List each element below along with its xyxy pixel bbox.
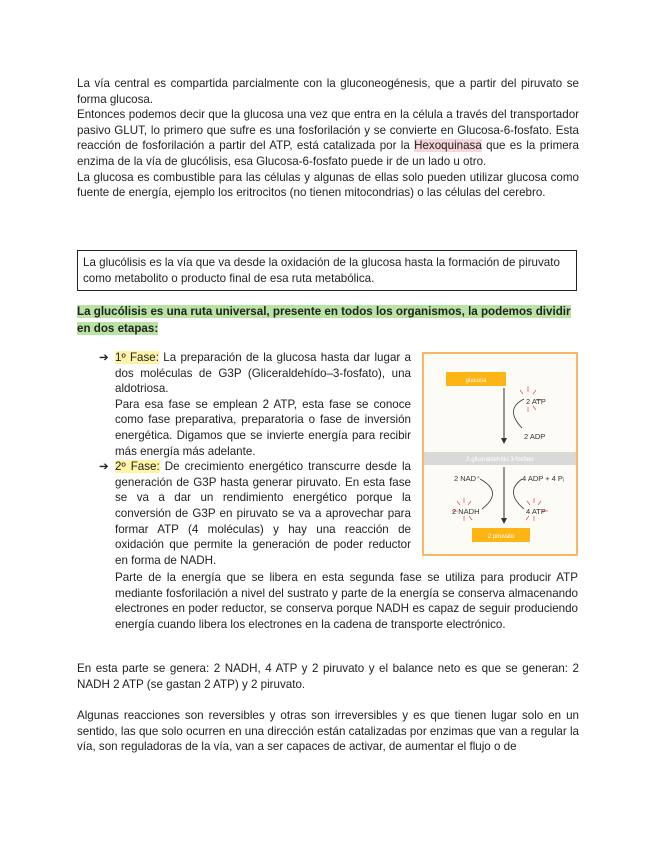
g3p-label: 2 gliceraldehído 3-fosfato xyxy=(466,457,534,463)
highlight-hexoquinasa: Hexoquinasa xyxy=(414,139,482,153)
phase-2-text: De crecimiento energético transcurre desde la generación de G3P hasta generar piruvato. En esta fase se va a dar un rendimiento energético porque la conversión de G3P en piruvato se va a aprovechar para formar ATP (4 moléculas) y hay una reacción de oxidación que permite la generación de poder reductor en forma de NADH. xyxy=(115,460,411,567)
adp-pi-label: 4 ADP + 4 Pᵢ xyxy=(522,474,565,483)
curved-arrow xyxy=(480,479,493,509)
arrow-head-icon xyxy=(501,518,507,524)
atp4-label: 4 ATP xyxy=(526,507,546,516)
adp2-label: 2 ADP xyxy=(524,432,546,441)
glucosa-label: glucosa xyxy=(465,378,487,384)
text-segment: Entonces podemos decir que la glucosa una vez que entra en la célula a través del transportador pasivo GLUT, lo primero que sufre es una fosforilación y se convierte en Glucosa-6-fosfato. Esta reacción de fosforilación a partir del ATP, está catalizada por la xyxy=(77,108,579,153)
balance-text: En esta parte se genera: 2 NADH, 4 ATP y 2 piruvato y el balance neto es que se generan: 2 NADH 2 ATP (se gastan 2 ATP) y 2 piruvato. xyxy=(77,662,579,691)
paragraph-combustible: La glucosa es combustible para las células y algunas de ellas solo pueden utilizar glucosa como fuente de energía, ejemplo los eritrocitos (no tienen mitocondrias) o las células del cerebro. xyxy=(77,170,579,200)
paragraph-balance xyxy=(77,661,579,692)
text-segment: que es la primera enzima de la vía de glucólisis, esa Glucosa-6-fosfato puede ir de un lado u otro. xyxy=(77,139,579,168)
atp2-label: 2 ATP xyxy=(526,397,546,406)
definition-box xyxy=(77,250,577,291)
curved-arrow xyxy=(513,399,524,428)
paragraph-gluconeogenesis: La vía central es compartida parcialmente con la gluconeogénesis, que a partir del piruvato se forma glucosa. xyxy=(77,77,579,106)
phase-1-text: La preparación de la glucosa hasta dar lugar a dos moléculas de G3P (Gliceraldehído–3-fosfato), una aldotriosa. xyxy=(115,351,412,396)
glycolysis-diagram-svg xyxy=(424,354,576,554)
nadh-label: 2 NADH xyxy=(452,507,480,516)
definition-text: La glucólisis es la vía que va desde la oxidación de la glucosa hasta la formación de piruvato como metabolito o producto final de esa ruta metabólica. xyxy=(83,256,560,285)
heading-text: La glucólisis es una ruta universal, presente en todos los organismos, la podemos dividir en dos etapas: xyxy=(77,305,571,335)
paragraph-hexoquinasa xyxy=(77,107,579,169)
glycolysis-diagram xyxy=(422,352,578,556)
list-item-phase-2 xyxy=(99,459,411,568)
phase-1-label: 1º Fase: xyxy=(115,351,159,364)
section-heading xyxy=(77,304,579,337)
curved-arrow xyxy=(513,479,524,509)
arrow-head-icon xyxy=(501,438,507,444)
list-item-phase-1 xyxy=(99,350,411,459)
piruvato-label: 2 piruvato xyxy=(487,534,515,540)
paragraph-reversible xyxy=(77,708,579,755)
phase-2-continuation-text: Parte de la energía que se libera en esta segunda fase se utiliza para producir ATP mediante fosforilación a nivel del sustrato y parte de la energía se conserva almacenando electrones en poder reductor, se conserva porque NADH es capaz de seguir produciendo energía cuando libera los electrones en la cadena de transporte electrónico. xyxy=(115,571,578,631)
nad-label: 2 NAD⁺ xyxy=(454,474,481,483)
phase-list xyxy=(99,350,411,568)
phase-1-extra: Para esa fase se emplean 2 ATP, esta fase se conoce como fase preparativa, preparatoria o fase de inversión energética. Digamos que se invierte energía para recibir más energía más adelante. xyxy=(115,397,411,458)
phase-2-label: 2º Fase: xyxy=(115,460,160,474)
arrow-bullet-icon: ➔ xyxy=(99,351,109,364)
phase-2-continuation xyxy=(115,570,578,632)
intro-paragraphs xyxy=(77,76,579,201)
reversible-text: Algunas reacciones son reversibles y otras son irreversibles y es que tienen lugar solo en un sentido, las que solo ocurren en una dirección están catalizadas por enzimas que van a regular la vía, son reguladoras de la vía, van a ser capaces de activar, de aumentar el flujo o de xyxy=(77,709,579,754)
arrow-bullet-icon: ➔ xyxy=(99,460,109,474)
